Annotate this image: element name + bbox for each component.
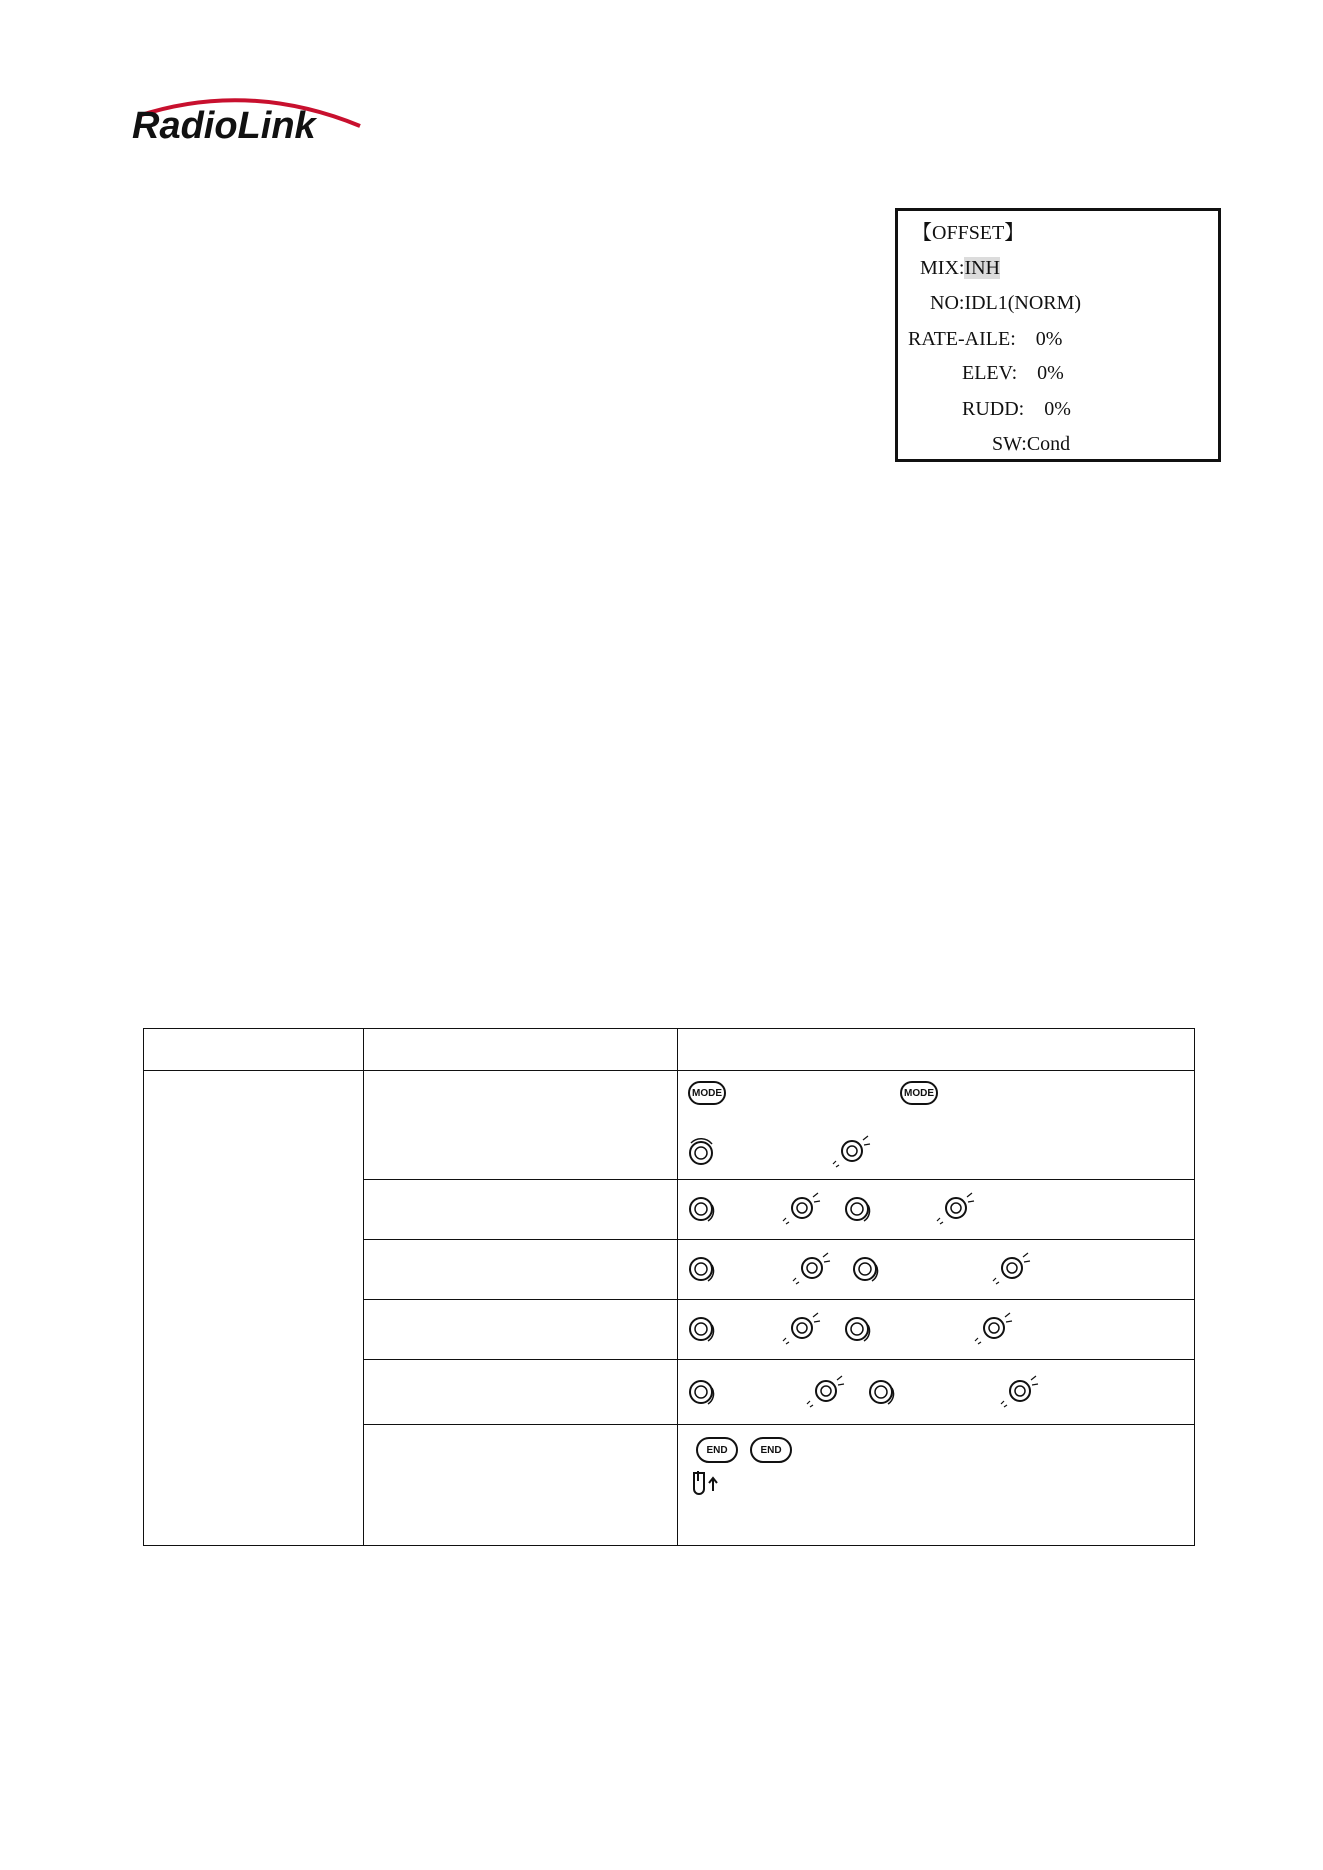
operation-cell [678,1071,1195,1180]
screen-title: 【OFFSET】 [912,222,1025,244]
operation-cell [678,1180,1195,1240]
jog-dial-icon [842,1193,874,1225]
step-cell [364,1300,678,1360]
end-button-icon: END [750,1437,792,1463]
jog-dial-icon [686,1313,718,1345]
jog-dial-press-icon [782,1310,822,1346]
mix-value: INH [964,257,1000,279]
operation-cell [678,1425,1195,1546]
table-row [144,1071,1195,1180]
step-cell [364,1240,678,1300]
mix-label: MIX: [920,257,965,279]
jog-dial-press-icon [974,1310,1014,1346]
function-cell [144,1071,364,1546]
logo-text: RadioLink [132,105,316,147]
rudd-line: RUDD: 0% [962,398,1071,420]
jog-dial-icon [842,1313,874,1345]
step-cell [364,1071,678,1180]
operation-cell [678,1300,1195,1360]
jog-dial-icon [686,1193,718,1225]
jog-dial-press-icon [832,1133,872,1169]
jog-dial-icon [850,1253,882,1285]
step-cell [364,1360,678,1425]
step-cell [364,1425,678,1546]
header-cell [678,1029,1195,1071]
end-button-icon: END [696,1437,738,1463]
mode-button-icon: MODE [900,1081,938,1105]
jog-dial-icon [686,1137,718,1169]
table-header-row [144,1029,1195,1071]
jog-dial-press-icon [1000,1373,1040,1409]
condition-line: NO:IDL1(NORM) [930,292,1082,314]
header-cell [144,1029,364,1071]
jog-dial-press-icon [992,1250,1032,1286]
offset-lcd-screen [895,208,1221,462]
sw-line: SW:Cond [992,433,1071,455]
operation-cell [678,1240,1195,1300]
radiolink-logo [128,88,368,148]
step-cell [364,1180,678,1240]
header-cell [364,1029,678,1071]
mode-button-icon: MODE [688,1081,726,1105]
jog-dial-press-icon [806,1373,846,1409]
jog-dial-icon [686,1253,718,1285]
jog-dial-press-icon [936,1190,976,1226]
jog-dial-icon [866,1376,898,1408]
operation-cell [678,1360,1195,1425]
jog-dial-icon [686,1376,718,1408]
jog-dial-press-icon [782,1190,822,1226]
elev-line: ELEV: 0% [962,362,1064,384]
rate-aile-line: RATE-AILE: 0% [908,328,1063,350]
switch-up-icon [688,1469,722,1501]
mix-line [920,256,1000,280]
setup-procedure-table [143,1028,1195,1546]
jog-dial-press-icon [792,1250,832,1286]
